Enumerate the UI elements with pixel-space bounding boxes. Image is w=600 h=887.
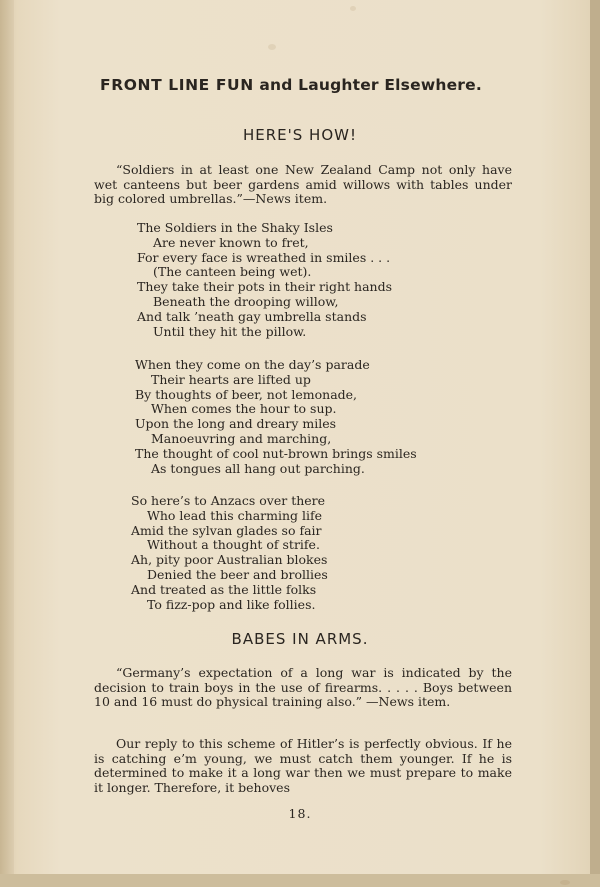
news-quote-2 [94,666,512,710]
poem-line: By thoughts of beer, not lemonade, [135,386,358,402]
poem-line: Upon the long and dreary miles [135,416,337,432]
poem-line: Their hearts are lifted up [151,371,311,387]
poem-line: Denied the beer and brollies [147,566,328,582]
paper-stain [560,880,570,885]
poem-line: (The canteen being wet). [153,264,312,280]
poem-line: As tongues all hang out parching. [151,460,365,476]
poem-line: And treated as the little folks [131,581,317,597]
poem-line: When they come on the day’s parade [135,357,370,372]
poem-line: For every face is wreathed in smiles . . . [137,249,391,265]
poem-line: Without a thought of strife. [147,537,320,553]
reply-paragraph-text: Our reply to this scheme of Hitler’s is perfectly obvious. If he is catching e’m young, we must catch them younger. If he is determined to make it a long war then we must prepare to make it longer. Therefore, it behoves [94,736,512,795]
poem-line: Amid the sylvan glades so fair [131,522,322,538]
paper-stain [350,6,356,11]
news-quote-1-text: “Soldiers in at least one New Zealand Camp not only have wet canteens but beer gardens amid willows with tables under big colored umbrellas.”—News item. [94,162,512,206]
header-left: FRONT LINE FUN [100,76,254,94]
poem-line: Until they hit the pillow. [153,323,307,339]
page-bottom-edge [0,874,600,887]
poem-stanza-2 [135,358,417,476]
poem-line: Manoeuvring and marching, [151,430,332,446]
poem-line: When comes the hour to sup. [151,401,337,417]
poem-line: To fizz-pop and like follies. [147,596,316,612]
header-right: and Laughter Elsewhere. [259,76,482,94]
news-quote-2-text: “Germany’s expectation of a long war is indicated by the decision to train boys in the use of firearms. . . . . Boys between 10 and 16 must do physical training also.” —News item. [94,665,512,709]
poem-line: Are never known to fret, [153,234,309,250]
news-quote-1 [94,163,512,207]
section-title-heres-how: HERE'S HOW! [242,126,357,144]
poem-line: And talk ’neath gay umbrella stands [137,308,367,324]
poem-line: Ah, pity poor Australian blokes [131,552,328,568]
poem-line: So here’s to Anzacs over there [131,493,326,508]
poem-line: Beneath the drooping willow, [153,293,339,309]
section-title-babes-in-arms: BABES IN ARMS. [231,630,369,648]
poem-stanza-3 [131,494,328,612]
poem-line: The Soldiers in the Shaky Isles [137,220,333,235]
reply-paragraph [94,737,512,795]
paper-stain [268,44,276,50]
poem-line: They take their pots in their right hands [137,279,393,295]
poem-line: The thought of cool nut-brown brings smiles [135,445,417,461]
poem-line: Who lead this charming life [147,507,323,523]
page-number: 18. [288,806,312,821]
poem-stanza-1 [137,221,392,339]
running-header [100,76,520,94]
